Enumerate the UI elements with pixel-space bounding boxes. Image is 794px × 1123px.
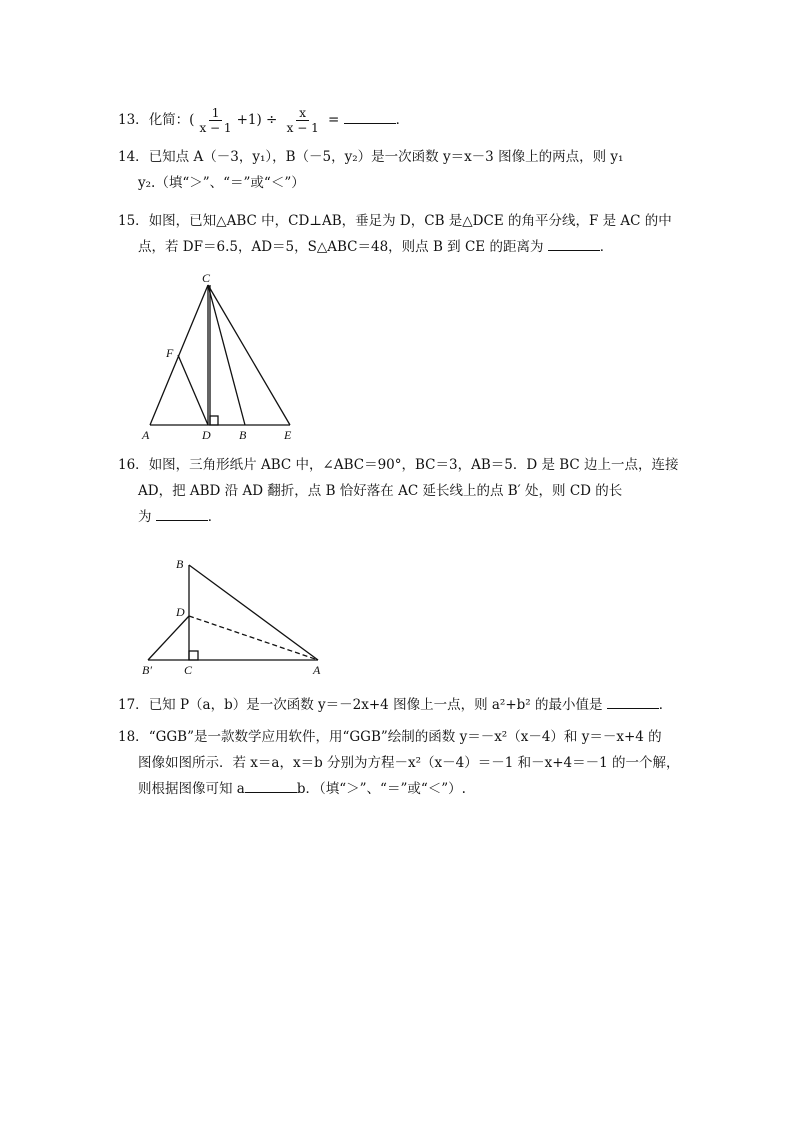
question-number: 16．	[118, 457, 149, 473]
q18-line3b: b．（填“＞”、“＝”或“＜”）.	[296, 781, 466, 797]
fraction-2: $\frac{x}{x - 1}$	[286, 106, 319, 135]
q13-prefix: 化简：(	[148, 112, 195, 128]
answer-blank[interactable]	[548, 236, 600, 251]
question-18	[118, 724, 678, 802]
label-c: C	[202, 271, 211, 285]
label-e: E	[284, 428, 292, 442]
q16-line2: AD，把 ABD 沿 AD 翻折，点 B 恰好落在 AC 延长线上的点 B′ 处，则 CD 的长	[138, 483, 623, 499]
figure-folded-triangle	[138, 552, 338, 680]
q13-mid: +1) ÷	[236, 112, 282, 128]
q14-line2: y₂.（填“＞”、“＝”或“＜”）	[138, 175, 305, 191]
question-number: 17．	[118, 697, 149, 713]
fraction-1: $\frac{1}{x - 1}$	[199, 106, 232, 135]
period: ．	[395, 112, 410, 128]
q15-line1: 如图，已知△ABC 中，CD⊥AB，垂足为 D，CB 是△DCE 的角平分线，F 是 AC 的中	[148, 213, 672, 229]
question-15	[118, 208, 678, 260]
answer-blank[interactable]	[344, 109, 396, 124]
question-number: 18．	[118, 729, 149, 745]
q18-line3a: 则根据图像可知 a	[138, 781, 245, 797]
question-14	[118, 144, 678, 196]
question-number: 14．	[118, 149, 149, 165]
question-16	[118, 452, 678, 530]
question-number: 15．	[118, 213, 149, 229]
period: ．	[599, 239, 614, 255]
period: ．	[207, 509, 222, 525]
answer-blank[interactable]	[607, 694, 659, 709]
period: ．	[658, 697, 673, 713]
q17-text: 已知 P（a，b）是一次函数 y＝－2x+4 图像上一点，则 a²+b² 的最小值是	[148, 697, 603, 713]
figure-triangle-abc	[130, 268, 310, 444]
equals-sign: =	[323, 112, 344, 128]
q15-line2: 点，若 DF＝6.5，AD＝5，S△ABC＝48，则点 B 到 CE 的距离为	[138, 239, 544, 255]
label-b: B	[239, 428, 247, 442]
q18-line1: “GGB”是一款数学应用软件，用“GGB”绘制的函数 y＝－x²（x－4）和 y＝－x+4 的	[148, 729, 662, 745]
label-b-prime: B′	[142, 663, 152, 677]
q16-line3: 为	[138, 509, 152, 525]
label-a: A	[313, 663, 321, 677]
label-d: D	[202, 428, 211, 442]
question-13	[118, 106, 678, 135]
question-number: 13．	[118, 112, 149, 128]
answer-blank[interactable]	[156, 506, 208, 521]
answer-blank[interactable]	[245, 778, 297, 793]
label-d: D	[176, 605, 185, 619]
label-f: F	[166, 346, 174, 360]
q18-line2: 图像如图所示．若 x＝a，x＝b 分别为方程－x²（x－4）＝－1 和－x+4＝－1 的一个解，	[138, 755, 680, 771]
label-c: C	[184, 663, 193, 677]
q16-line1: 如图，三角形纸片 ABC 中，∠ABC＝90°，BC＝3，AB＝5．D 是 BC 边上一点，连接	[148, 457, 679, 473]
question-17	[118, 692, 678, 718]
label-a: A	[142, 428, 150, 442]
q14-line1: 已知点 A（－3，y₁），B（－5，y₂）是一次函数 y＝x－3 图像上的两点，则 y₁	[148, 149, 624, 165]
label-b: B	[176, 557, 184, 571]
